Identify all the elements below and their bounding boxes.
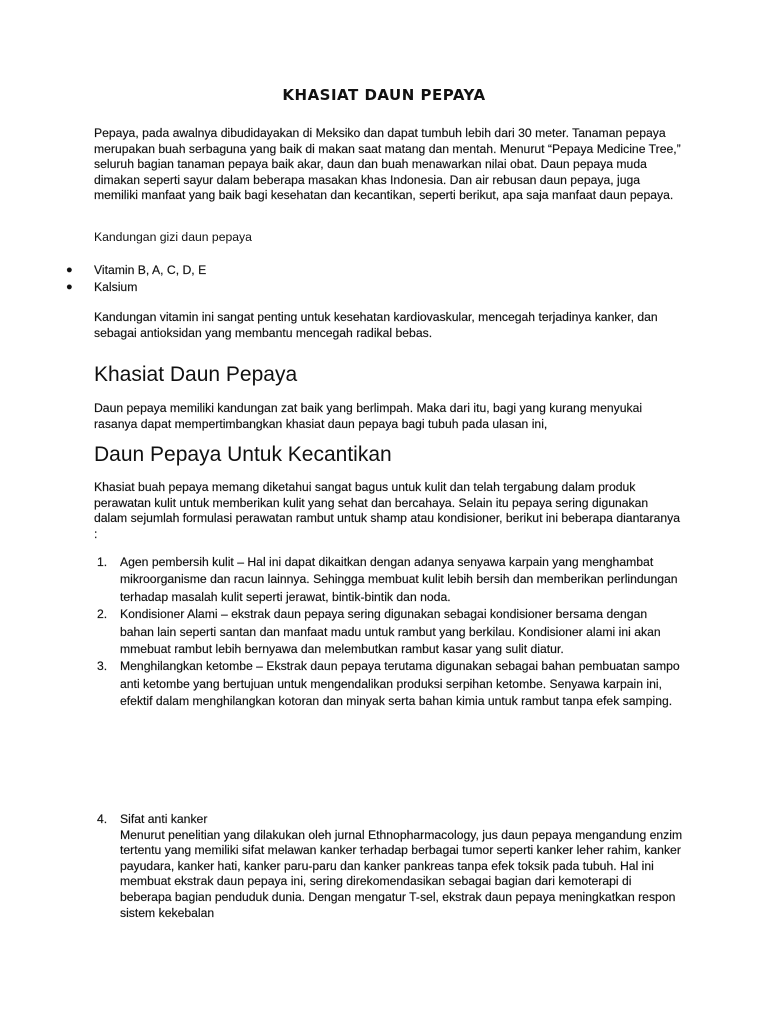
list-item bbox=[94, 812, 684, 921]
khasiat-paragraph: Daun pepaya memiliki kandungan zat baik yang berlimpah. Maka dari itu, bagi yang kurang menyukai rasanya dapat mempertimbangkan khasiat daun pepaya bagi tubuh pada ulasan ini, bbox=[94, 401, 643, 431]
anti-cancer-item bbox=[94, 812, 684, 921]
section-heading-khasiat: Khasiat Daun Pepaya bbox=[94, 363, 298, 386]
kecantikan-paragraph: Khasiat buah pepaya memang diketahui sangat bagus untuk kulit dan telah tergabung dalam produk perawatan kulit untuk memberikan kulit yang sehat dan bercahaya. Selain itu pepaya sering digunakan dalam sejumlah formulasi perawatan rambut untuk shamp atau kondisioner, berikut ini beberapa diantaranya : bbox=[94, 480, 681, 541]
list-number: 3. bbox=[97, 659, 108, 674]
list-text: Menghilangkan ketombe – Ekstrak daun pepaya terutama digunakan sebagai bahan pembuatan sampo anti ketombe yang bertujuan untuk mengendalikan produksi serpihan ketombe. Senyawa karpain ini, efektif dalam menghilangkan kotoran dan minyak serta bahan kimia untuk rambut tanpa efek samping. bbox=[120, 659, 680, 709]
section-heading-kecantikan: Daun Pepaya Untuk Kecantikan bbox=[94, 443, 392, 466]
list-item bbox=[94, 554, 684, 606]
list-number: 1. bbox=[97, 555, 108, 569]
bullet-icon: ● bbox=[66, 281, 73, 293]
item-text: Menurut penelitian yang dilakukan oleh jurnal Ethnopharmacology, jus daun pepaya mengandung enzim tertentu yang memiliki sifat melawan kanker terhadap berbagai tumor seperti kanker leher rahim, kanker payudara, kanker hati, kanker paru-paru dan kanker pankreas tanpa efek toksik pada tubuh. Hal ini membuat ekstrak daun pepaya ini, sering direkomendasikan sebagai bagian dari kemoterapi di beberapa bagian penduduk dunia. Dengan mengatur T-sel, ekstrak daun pepaya meningkatkan respon sistem kekebalan bbox=[120, 827, 683, 920]
list-number: 4. bbox=[97, 812, 108, 826]
list-item bbox=[94, 606, 684, 658]
gizi-heading: Kandungan gizi daun pepaya bbox=[94, 230, 252, 244]
document-title: KHASIAT DAUN PEPAYA bbox=[282, 86, 486, 104]
vitamin-paragraph: Kandungan vitamin ini sangat penting untuk kesehatan kardiovaskular, mencegah terjadinya kanker, dan sebagai antioksidan yang membantu mencegah radikal bebas. bbox=[94, 310, 658, 340]
list-item bbox=[66, 262, 684, 279]
bullet-text: Kalsium bbox=[94, 280, 138, 294]
item-title: Sifat anti kanker bbox=[120, 812, 208, 826]
list-text: Kondisioner Alami – ekstrak daun pepaya sering digunakan sebagai kondisioner bersama dengan bahan lain seperti santan dan manfaat madu untuk rambut yang berkilau. Kondisioner alami ini akan mmebuat rambut lebih bernyawa dan melembutkan rambut kasar yang sulit diatur. bbox=[120, 607, 661, 657]
bullet-icon: ● bbox=[66, 264, 73, 276]
list-item bbox=[66, 279, 684, 296]
list-number: 2. bbox=[97, 607, 108, 622]
bullet-text: Vitamin B, A, C, D, E bbox=[94, 263, 207, 277]
benefit-list bbox=[94, 554, 684, 711]
intro-paragraph: Pepaya, pada awalnya dibudidayakan di Meksiko dan dapat tumbuh lebih dari 30 meter. Tanaman pepaya merupakan buah serbaguna yang baik di makan saat matang dan mentah. Menurut “Pepaya Medicine Tree,” seluruh bagian tanaman pepaya baik akar, daun dan buah menawarkan nilai obat. Daun pepaya muda dimakan seperti sayur dalam beberapa masakan khas Indonesia. Dan air rebusan daun pepaya, juga memiliki manfaat yang baik bagi kesehatan dan kecantikan, seperti berikut, apa saja manfaat daun pepaya. bbox=[94, 126, 681, 203]
list-item bbox=[94, 658, 684, 710]
nutrient-list bbox=[66, 262, 684, 296]
list-text: Agen pembersih kulit – Hal ini dapat dikaitkan dengan adanya senyawa karpain yang menghambat mikroorganisme dan racun lainnya. Sehingga membuat kulit lebih bersih dan memberikan perlindungan terhadap masalah kulit seperti jerawat, bintik-bintik dan noda. bbox=[120, 555, 678, 604]
